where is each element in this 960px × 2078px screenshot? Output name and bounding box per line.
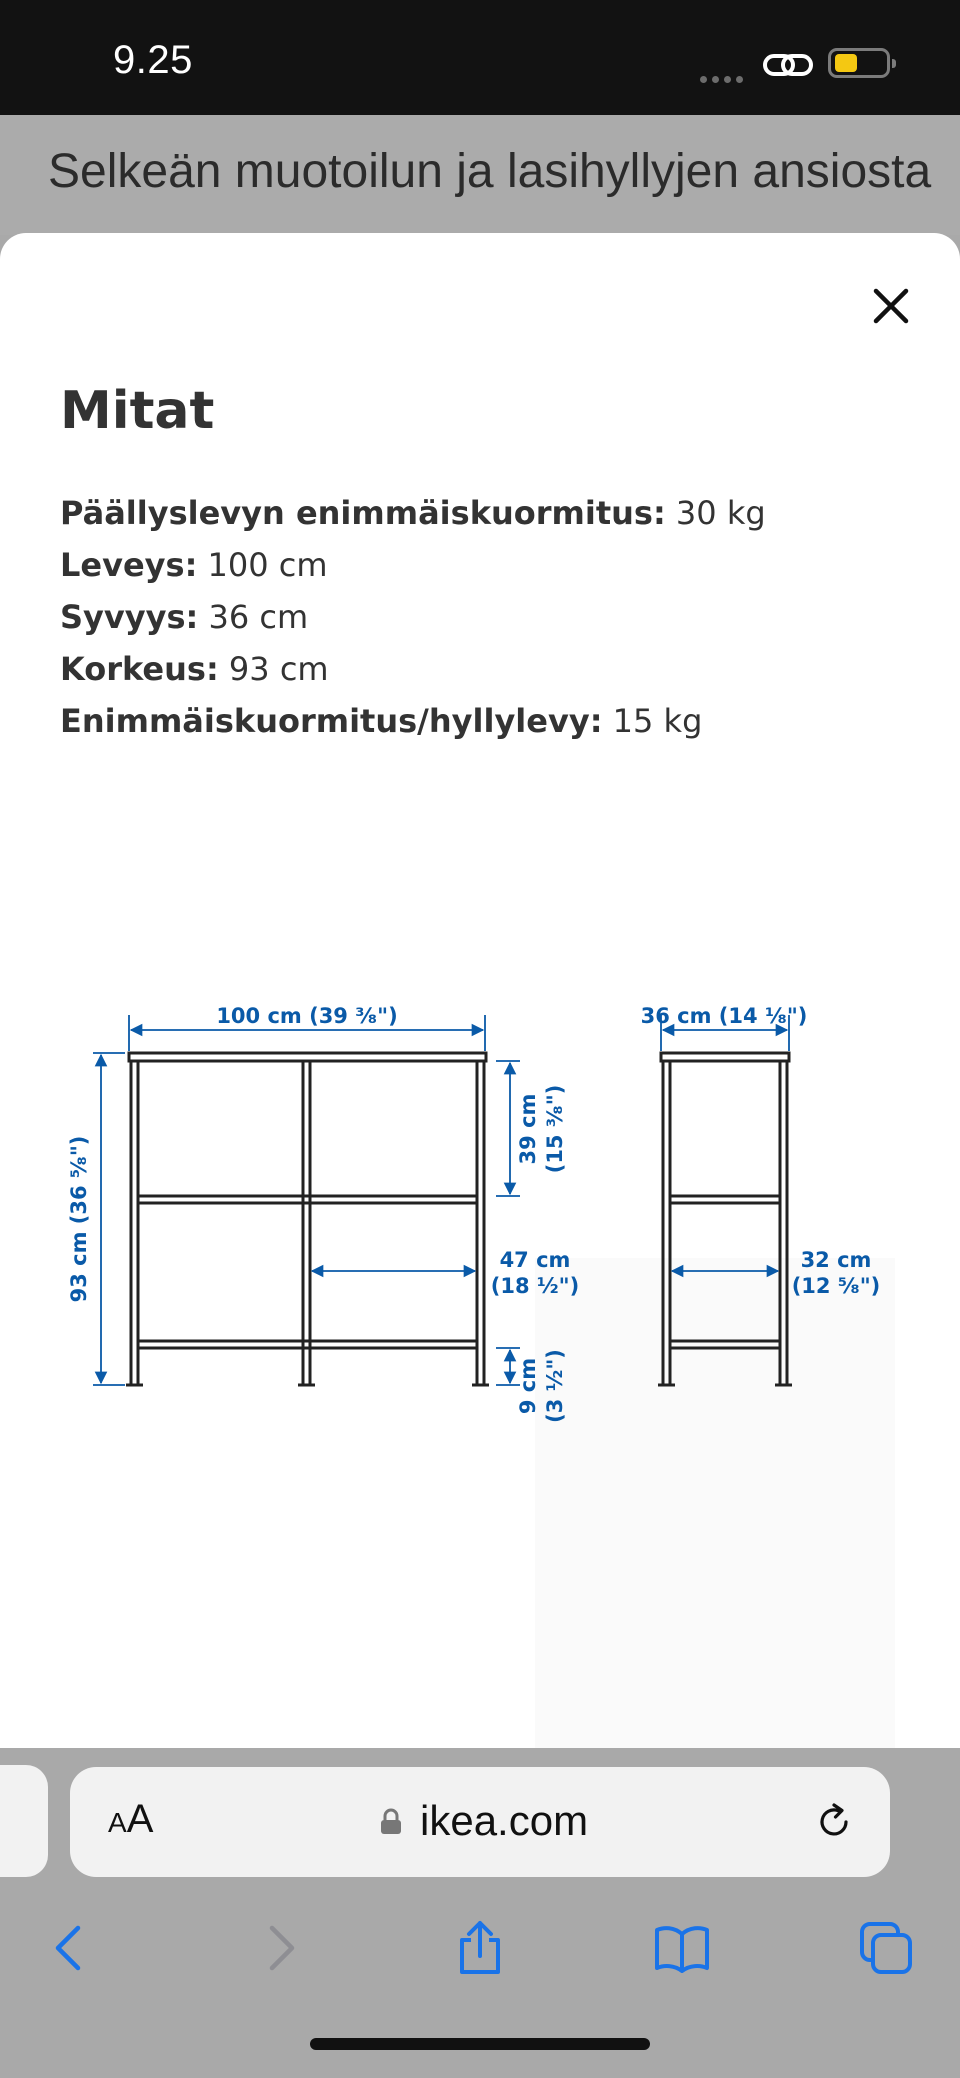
text-size-button[interactable]: AA (108, 1797, 154, 1841)
inner-depth-label-cm: 32 cm (800, 1248, 872, 1272)
dimension-diagram (0, 993, 960, 1793)
spec-top-max-load: Päällyslevyn enimmäiskuormitus: 30 kg (60, 494, 766, 532)
dimensions-modal (0, 233, 960, 1749)
front-height-dimension (93, 1053, 125, 1385)
battery-icon (828, 48, 890, 78)
share-icon[interactable] (452, 1920, 508, 1976)
spec-height: Korkeus: 93 cm (60, 650, 329, 688)
top-compartment-label-in: (15 ³⁄₈") (543, 1084, 567, 1174)
status-bar (0, 0, 960, 115)
browser-bottom-bar (0, 1748, 960, 2078)
inner-depth-label-in: (12 ⁵⁄₈") (791, 1274, 881, 1298)
url-domain: ikea.com (420, 1797, 589, 1844)
bookmarks-icon[interactable] (654, 1920, 710, 1976)
previous-tab-preview[interactable] (0, 1765, 48, 1877)
front-view-shelf (126, 1053, 489, 1385)
reload-icon[interactable] (812, 1800, 856, 1844)
leg-height-label-cm: 9 cm (516, 1357, 540, 1415)
inner-width-label-cm: 47 cm (499, 1248, 571, 1272)
browser-toolbar (0, 1900, 960, 2000)
spec-shelf-max-load: Enimmäiskuormitus/hyllylevy: 15 kg (60, 702, 703, 740)
front-width-label: 100 cm (39 ³⁄₈") (216, 1004, 398, 1028)
spec-width: Leveys: 100 cm (60, 546, 328, 584)
side-depth-label: 36 cm (14 ¹⁄₈") (640, 1004, 808, 1028)
address-bar[interactable] (70, 1767, 890, 1877)
front-height-label: 93 cm (36 ⁵⁄₈") (67, 1135, 91, 1303)
background-page (0, 115, 960, 235)
lock-icon (380, 1809, 402, 1835)
tabs-icon[interactable] (858, 1920, 914, 1976)
top-compartment-label-cm: 39 cm (516, 1093, 540, 1165)
modal-title: Mitat (60, 381, 215, 441)
status-time: 9.25 (113, 38, 193, 82)
diagram-side-panel (535, 1258, 895, 1798)
signal-icon (700, 68, 748, 87)
leg-height-label-in: (3 ½") (543, 1349, 567, 1423)
background-page-text: Selkeän muotoilun ja lasihyllyjen ansiosta (48, 145, 932, 198)
forward-icon[interactable] (252, 1920, 308, 1976)
link-icon (762, 48, 814, 82)
inner-width-label-in: (18 ½") (490, 1274, 580, 1298)
back-icon[interactable] (44, 1920, 100, 1976)
home-indicator (310, 2038, 650, 2050)
spec-list (60, 487, 766, 747)
close-icon[interactable] (868, 283, 914, 329)
spec-depth: Syvyys: 36 cm (60, 598, 309, 636)
